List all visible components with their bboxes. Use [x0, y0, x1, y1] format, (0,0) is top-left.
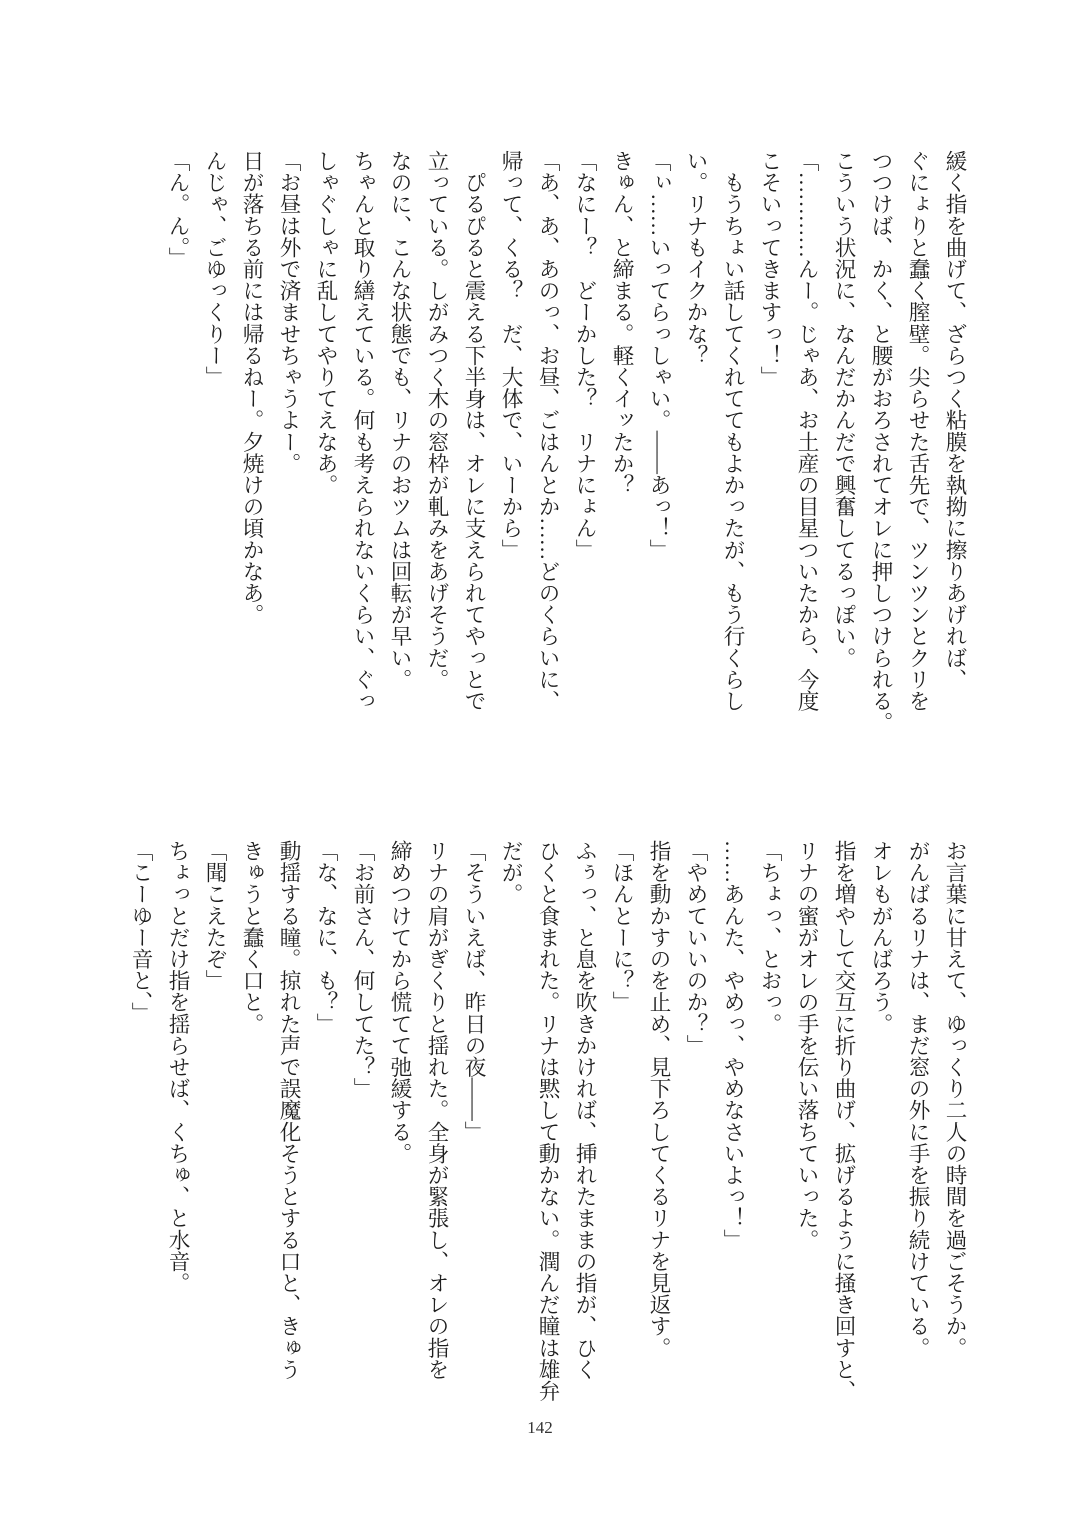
text-line: 締めつけてから慌てて弛緩する。 [388, 840, 412, 1164]
text-line: んじゃ、ごゆっくりー」 [203, 150, 227, 388]
text-line: ぴるぴると震える下半身は、オレに支えられてやっとで [462, 150, 486, 712]
text-line: 「な、なに、も？」 [314, 840, 338, 1035]
text-line: だが。 [499, 840, 523, 905]
text-line: リナの蜜がオレの手を伝い落ちていった。 [795, 840, 819, 1251]
text-line: 指を増やして交互に折り曲げ、拡げるように掻き回すと、 [832, 840, 856, 1402]
text-line: 「お昼は外で済ませちゃうよー。 [277, 150, 301, 474]
text-line: きゅうと蠢く口と。 [240, 840, 264, 1035]
text-line: 日が落ちる前には帰るねー。夕焼けの頃かなあ。 [240, 150, 264, 626]
text-line: もうちょい話してくれててもよかったが、もう行くらし [721, 150, 745, 712]
text-line: 「やめていいのか？」 [684, 840, 708, 1056]
text-line: 「…………んー。じゃあ、お土産の目星ついたから、今度 [795, 150, 819, 712]
text-line: 「あ、あ、あのっ、お昼、ごはんとか……どのくらいに、 [536, 150, 560, 712]
text-line: きゅん、と締まる。軽くイッたか？ [610, 150, 634, 496]
text-line: 動揺する瞳。掠れた声で誤魔化そうとする口と、きゅう [277, 840, 301, 1380]
text-line: こそいってきますっ！」 [758, 150, 782, 388]
text-line: こういう状況に、なんだかんだで興奮してるっぽい。 [832, 150, 856, 669]
text-line: 「こーゆー音と、」 [129, 840, 153, 1024]
text-line: 「なにー？ どーかした？ リナにょん」 [573, 150, 597, 561]
text-block-upper [159, 150, 973, 733]
text-line: ひくと食まれた。リナは黙して動かない。潤んだ瞳は雄弁 [536, 840, 560, 1402]
text-line: 立っている。しがみつく木の窓枠が軋みをあげそうだ。 [425, 150, 449, 690]
text-block-lower [122, 840, 973, 1402]
text-line: 「聞こえたぞ」 [203, 840, 227, 992]
text-line: お言葉に甘えて、ゆっくり二人の時間を過ごそうか。 [943, 840, 967, 1359]
text-line: 「ちょっ、とおっ。 [758, 840, 782, 1035]
text-line: つつけば、かく、と腰がおろされてオレに押しつけられる。 [869, 150, 893, 734]
text-line: 「ん。ん。」 [166, 150, 190, 269]
text-line: 帰って、くる？ だ、大体で、いーから」 [499, 150, 523, 561]
text-line: ……あんた、やめっ、やめなさいよっ！」 [721, 840, 745, 1251]
text-line: がんばるリナは、まだ窓の外に手を振り続けている。 [906, 840, 930, 1359]
text-line: 「お前さん、何してた？」 [351, 840, 375, 1100]
text-line: オレもがんばろう。 [869, 840, 893, 1035]
text-line: ぐにょりと蠢く膣壁。尖らせた舌先で、ツンツンとクリを [906, 150, 930, 712]
text-line: い。リナもイクかな？ [684, 150, 708, 366]
text-line: リナの肩がぎくりと揺れた。全身が緊張し、オレの指を [425, 840, 449, 1380]
text-line: 「ほんとーに？」 [610, 840, 634, 1013]
text-line: 指を動かすのを止め、見下ろしてくるリナを見返す。 [647, 840, 671, 1359]
text-line: ちょっとだけ指を揺らせば、くちゅ、と水音。 [166, 840, 190, 1294]
page-number: 142 [527, 1418, 553, 1437]
text-line: 「ぃ……いってらっしゃい。――あっ！」 [647, 150, 671, 561]
text-line: ふぅっ、と息を吹きかければ、挿れたままの指が、ひく [573, 840, 597, 1380]
text-line: しゃぐしゃに乱してやりてえなあ。 [314, 150, 338, 496]
text-line: 「そういえば、昨日の夜――」 [462, 840, 486, 1143]
text-line: なのに、こんな状態でも、リナのおツムは回転が早い。 [388, 150, 412, 690]
text-line: 緩く指を曲げて、ざらつく粘膜を執拗に擦りあげれば、 [943, 150, 967, 690]
text-line: ちゃんと取り繕えている。何も考えられないくらい、ぐっ [351, 150, 375, 712]
